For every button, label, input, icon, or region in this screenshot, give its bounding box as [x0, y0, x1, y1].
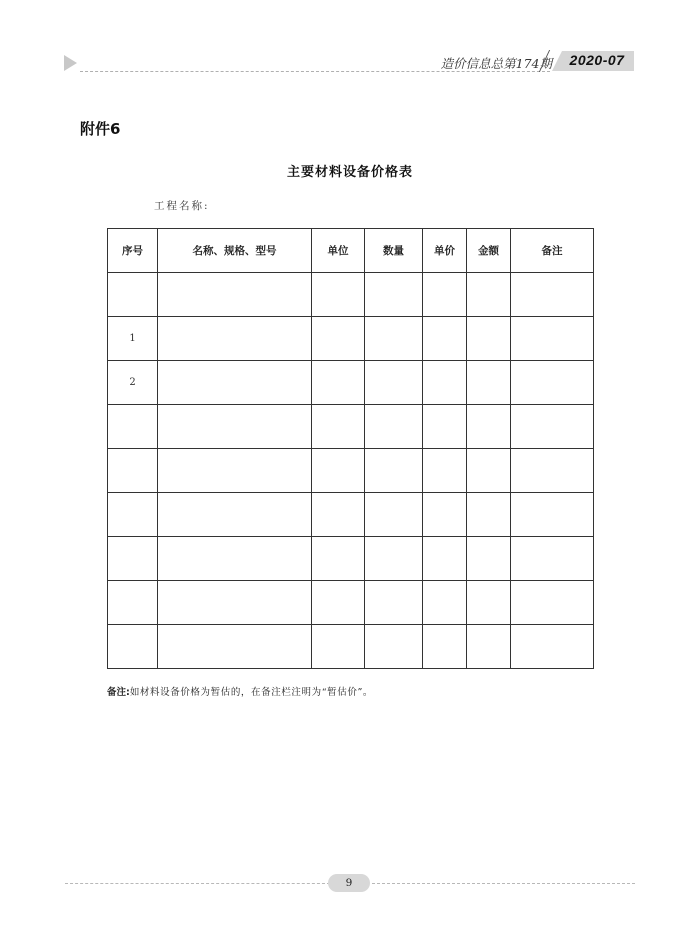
table-cell: [365, 581, 423, 625]
table-row: [108, 361, 594, 405]
table-cell: [511, 449, 594, 493]
table-cell: [108, 449, 158, 493]
table-cell: [467, 537, 511, 581]
table-cell: [467, 361, 511, 405]
table-cell: [467, 317, 511, 361]
table-cell: [365, 317, 423, 361]
table-cell: [158, 625, 312, 669]
table-cell: [511, 493, 594, 537]
table-cell: [365, 273, 423, 317]
table-cell: [423, 625, 467, 669]
table-cell: [312, 625, 365, 669]
page-number: 9: [328, 874, 370, 892]
table-cell: [511, 361, 594, 405]
table-cell: [108, 273, 158, 317]
table-cell: [158, 405, 312, 449]
table-row: [108, 273, 594, 317]
table-cell: [158, 581, 312, 625]
table-cell: [108, 493, 158, 537]
table-row: [108, 449, 594, 493]
table-cell: [467, 493, 511, 537]
col-header-remarks: 备注: [511, 229, 594, 273]
table-cell: [158, 493, 312, 537]
header-date: 2020-07: [569, 52, 625, 68]
annex-label: 附件6: [80, 120, 121, 138]
table-cell: [158, 449, 312, 493]
table-cell: [511, 317, 594, 361]
footnote-text: 如材料设备价格为暂估的，在备注栏注明为“暂估价”。: [129, 687, 374, 698]
footnote-label: 备注:: [107, 687, 130, 698]
table-cell: [467, 581, 511, 625]
table-cell: [158, 317, 312, 361]
table-cell: [312, 317, 365, 361]
table-cell: [312, 581, 365, 625]
footer-divider-right: [372, 883, 635, 884]
table-body: [108, 273, 594, 669]
table-row: [108, 581, 594, 625]
table-cell: [423, 273, 467, 317]
table-cell: [365, 537, 423, 581]
col-header-quantity: 数量: [365, 229, 423, 273]
table-cell: 2: [108, 361, 158, 405]
table-cell: [365, 493, 423, 537]
table-cell: [365, 405, 423, 449]
table-cell: [312, 493, 365, 537]
table-cell: [467, 273, 511, 317]
table-cell: [158, 361, 312, 405]
table-cell: [365, 625, 423, 669]
table-row: [108, 537, 594, 581]
table-cell: [312, 537, 365, 581]
table-row: [108, 625, 594, 669]
table-cell: [423, 493, 467, 537]
table-row: [108, 405, 594, 449]
col-header-amount: 金额: [467, 229, 511, 273]
table-cell: [423, 581, 467, 625]
table-cell: [467, 449, 511, 493]
footnote: [107, 684, 373, 698]
table-cell: [511, 405, 594, 449]
table-cell: [365, 361, 423, 405]
table-cell: [108, 537, 158, 581]
table-cell: [158, 273, 312, 317]
table-cell: [467, 405, 511, 449]
table-cell: [312, 361, 365, 405]
table-cell: [423, 405, 467, 449]
table-cell: [312, 449, 365, 493]
page-title: 主要材料设备价格表: [286, 165, 413, 180]
table-cell: 1: [108, 317, 158, 361]
table-cell: [108, 405, 158, 449]
table-cell: [108, 625, 158, 669]
table-cell: [511, 537, 594, 581]
table-row: [108, 493, 594, 537]
header-arrow-icon: [64, 55, 77, 71]
col-header-index: 序号: [108, 229, 158, 273]
table-cell: [511, 581, 594, 625]
table-header-row: [108, 229, 594, 273]
table-cell: [511, 273, 594, 317]
table-cell: [312, 273, 365, 317]
project-name-label: 工程名称:: [154, 200, 210, 212]
table-cell: [423, 361, 467, 405]
col-header-unit-price: 单价: [423, 229, 467, 273]
table-cell: [511, 625, 594, 669]
table-cell: [467, 625, 511, 669]
table-cell: [423, 449, 467, 493]
table-cell: [312, 405, 365, 449]
price-table: [107, 228, 594, 669]
header-issue: 造价信息总第174期: [440, 56, 552, 71]
table-cell: [108, 581, 158, 625]
table-cell: [423, 537, 467, 581]
col-header-name-spec-model: 名称、规格、型号: [158, 229, 312, 273]
table-cell: [423, 317, 467, 361]
col-header-unit: 单位: [312, 229, 365, 273]
table-row: [108, 317, 594, 361]
footer-divider-left: [65, 883, 330, 884]
table-cell: [365, 449, 423, 493]
table-cell: [158, 537, 312, 581]
